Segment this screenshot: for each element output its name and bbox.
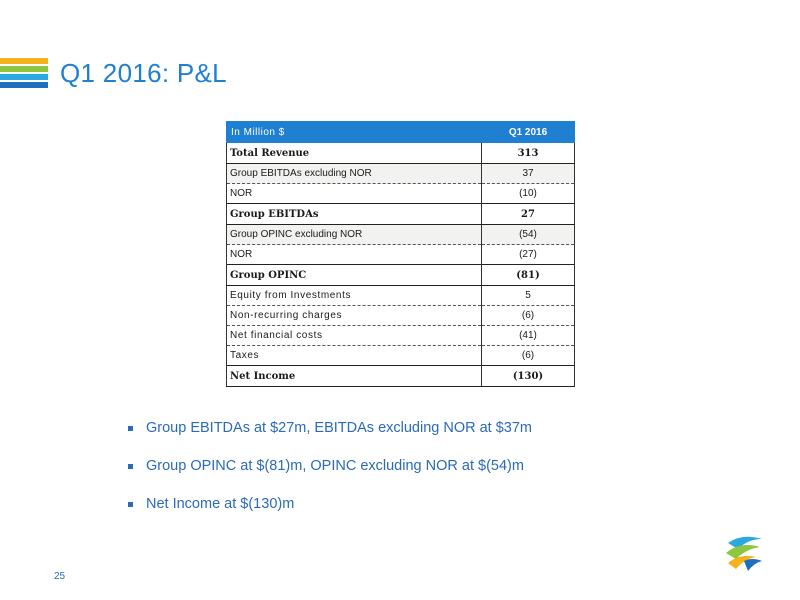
- row-value: (6): [482, 306, 575, 326]
- accent-stripe-cyan: [0, 74, 48, 80]
- bullet-text: Group OPINC at $(81)m, OPINC excluding NOR at $(54)m: [146, 458, 524, 474]
- row-value: (10): [482, 184, 575, 204]
- table-row: [227, 366, 575, 387]
- row-label: Total Revenue: [227, 143, 482, 164]
- title-accent-stripes: [0, 58, 48, 90]
- row-label: Group EBITDAs excluding NOR: [227, 164, 482, 184]
- row-label: Group OPINC excluding NOR: [227, 225, 482, 245]
- table-row: [227, 225, 575, 245]
- pl-table: [226, 121, 575, 387]
- square-bullet-icon: [128, 464, 133, 469]
- row-label: Net Income: [227, 366, 482, 387]
- table-row: [227, 326, 575, 346]
- row-label: Non-recurring charges: [227, 306, 482, 326]
- bullet-list: [128, 420, 532, 534]
- header-label: In Million $: [227, 122, 482, 143]
- accent-stripe-green: [0, 66, 48, 72]
- table-row: [227, 286, 575, 306]
- row-label: Net financial costs: [227, 326, 482, 346]
- bullet-item: [128, 420, 532, 436]
- table-row: [227, 143, 575, 164]
- square-bullet-icon: [128, 426, 133, 431]
- page-number: 25: [54, 571, 66, 582]
- row-value: 37: [482, 164, 575, 184]
- table-header-row: [227, 122, 575, 143]
- row-label: Taxes: [227, 346, 482, 366]
- bullet-item: [128, 496, 532, 512]
- row-value: 5: [482, 286, 575, 306]
- table-row: [227, 346, 575, 366]
- bullet-text: Net Income at $(130)m: [146, 496, 295, 512]
- row-label: Group OPINC: [227, 265, 482, 286]
- row-value: 313: [482, 143, 575, 164]
- company-logo-icon: [722, 533, 766, 573]
- table-body: [227, 143, 575, 387]
- slide-title: Q1 2016: P&L: [60, 58, 227, 88]
- table-row: [227, 265, 575, 286]
- row-label: Group EBITDAs: [227, 204, 482, 225]
- square-bullet-icon: [128, 502, 133, 507]
- row-value: 27: [482, 204, 575, 225]
- row-value: (81): [482, 265, 575, 286]
- row-label: Equity from Investments: [227, 286, 482, 306]
- table-row: [227, 184, 575, 204]
- table-row: [227, 204, 575, 225]
- header-period: Q1 2016: [482, 122, 575, 143]
- accent-stripe-orange: [0, 58, 48, 64]
- bullet-item: [128, 458, 532, 474]
- row-label: NOR: [227, 245, 482, 265]
- row-label: NOR: [227, 184, 482, 204]
- table-row: [227, 164, 575, 184]
- row-value: (54): [482, 225, 575, 245]
- table-row: [227, 245, 575, 265]
- row-value: (6): [482, 346, 575, 366]
- bullet-text: Group EBITDAs at $27m, EBITDAs excluding NOR at $37m: [146, 420, 533, 436]
- table-row: [227, 306, 575, 326]
- accent-stripe-blue: [0, 82, 48, 88]
- row-value: (130): [482, 366, 575, 387]
- row-value: (41): [482, 326, 575, 346]
- row-value: (27): [482, 245, 575, 265]
